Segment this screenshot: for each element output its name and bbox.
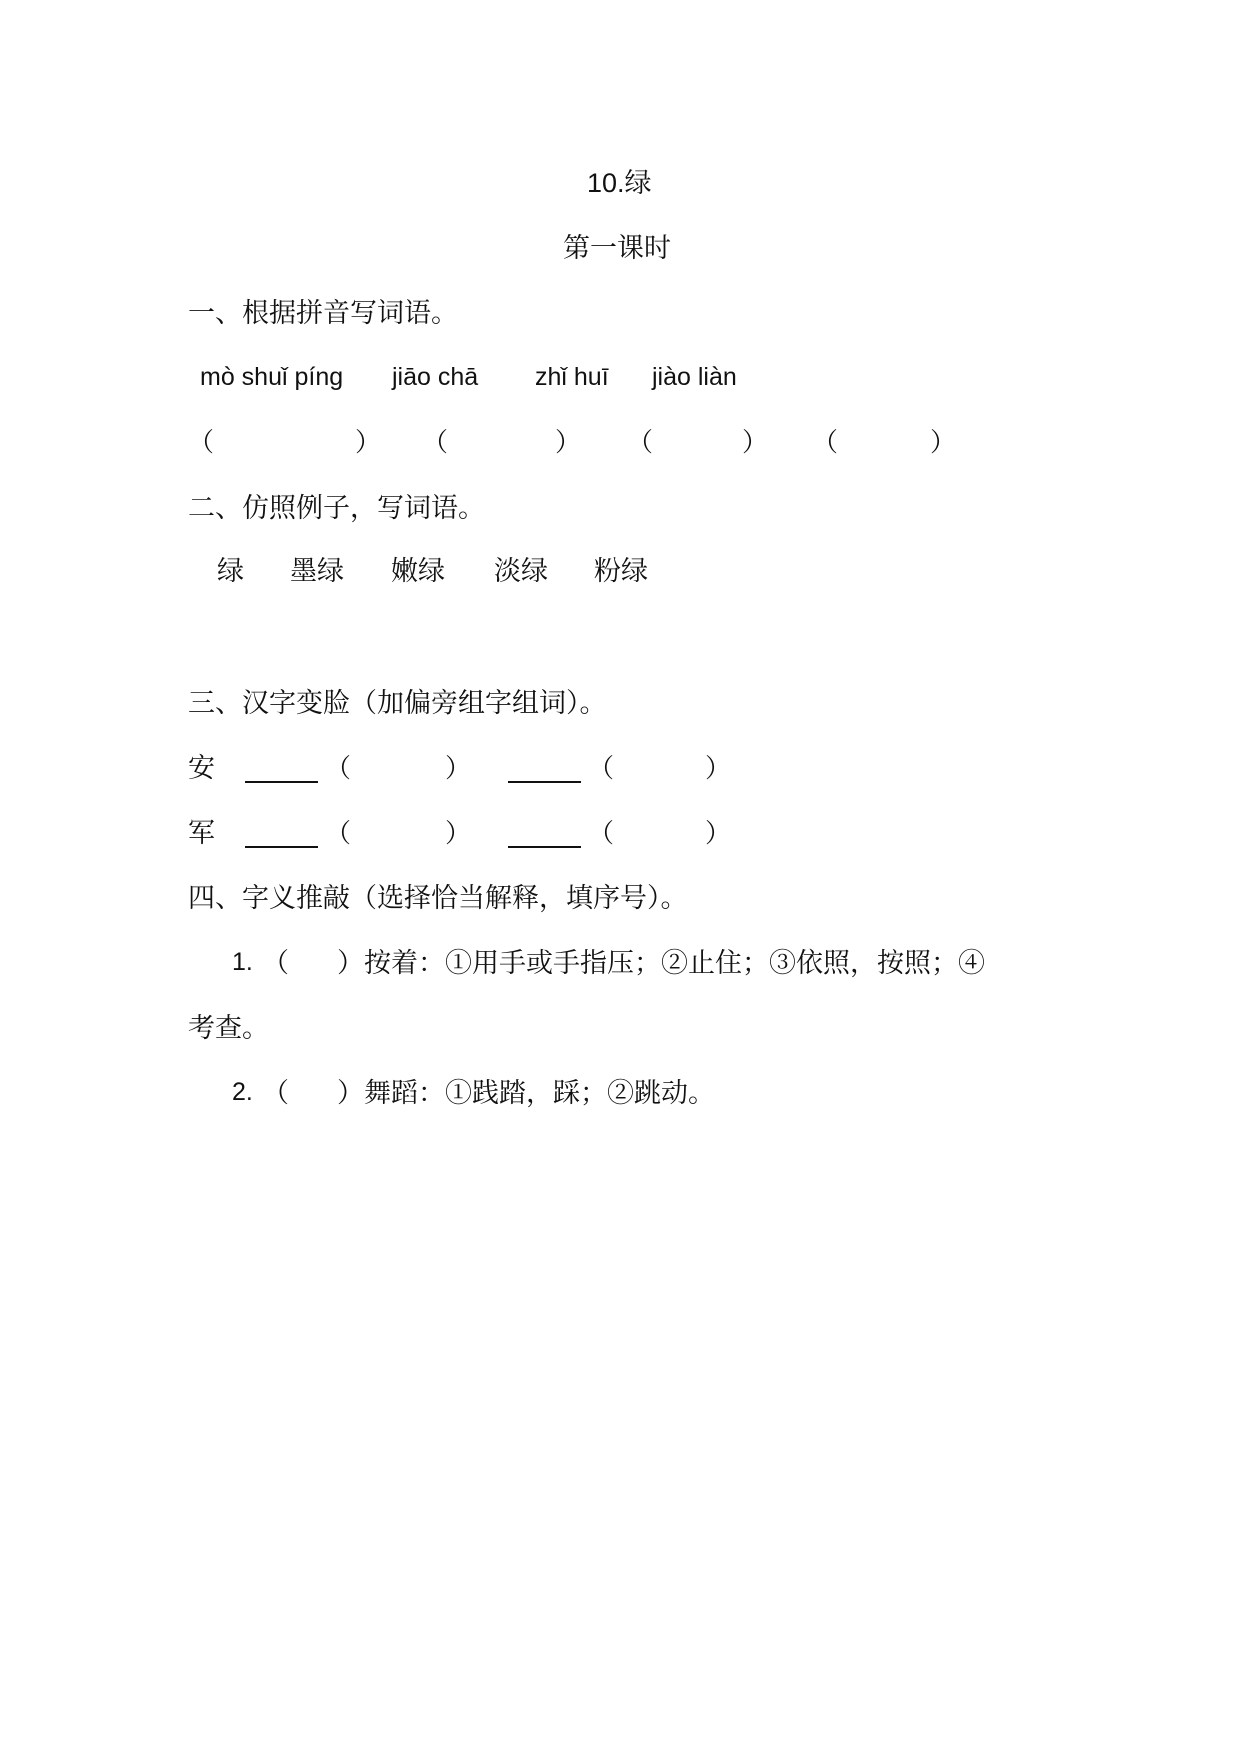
paren-an-1-close: ） (445, 754, 472, 784)
blank-an-1[interactable] (245, 781, 318, 783)
question1-continuation: 考查。 (188, 1013, 269, 1044)
paren-jun-2-open[interactable]: （ (588, 819, 615, 849)
answer-paren-2-close: ） (555, 428, 582, 458)
question1-text: ）按着：①用手或手指压；②止住；③依照，按照；④ (337, 948, 985, 979)
answer-paren-1-close: ） (355, 428, 382, 458)
example-word-1: 绿 (217, 556, 244, 587)
answer-paren-3-open[interactable]: （ (627, 428, 654, 458)
answer-paren-4-open[interactable]: （ (812, 428, 839, 458)
pinyin-4: jiào liàn (652, 363, 737, 391)
question1-number: 1. (232, 948, 253, 976)
page-title: 10.绿 (587, 168, 652, 198)
section4-heading: 四、字义推敲（选择恰当解释，填序号）。 (188, 883, 688, 914)
section2-heading: 二、仿照例子，写词语。 (188, 493, 485, 524)
example-word-2: 墨绿 (290, 556, 344, 587)
pinyin-1: mò shuǐ píng (200, 363, 344, 391)
paren-jun-2-close: ） (705, 819, 732, 849)
answer-paren-1-open[interactable]: （ (188, 428, 215, 458)
question1-paren-open[interactable]: （ (262, 948, 289, 979)
answer-paren-3-close: ） (742, 428, 769, 458)
example-word-4: 淡绿 (494, 556, 548, 587)
section1-heading: 一、根据拼音写词语。 (188, 298, 458, 329)
question2-number: 2. (232, 1078, 253, 1106)
base-char-an: 安 (188, 753, 215, 784)
page-subtitle: 第一课时 (563, 233, 671, 264)
section3-heading: 三、汉字变脸（加偏旁组字组词）。 (188, 688, 607, 719)
paren-an-1-open[interactable]: （ (325, 754, 352, 784)
base-char-jun: 军 (188, 818, 215, 849)
example-word-5: 粉绿 (594, 556, 648, 587)
blank-jun-1[interactable] (245, 846, 318, 848)
question2-text: ）舞蹈：①践踏，踩；②跳动。 (337, 1078, 715, 1109)
example-word-3: 嫩绿 (391, 556, 445, 587)
paren-an-2-open[interactable]: （ (588, 754, 615, 784)
question2-paren-open[interactable]: （ (262, 1078, 289, 1109)
answer-paren-4-close: ） (930, 428, 957, 458)
paren-jun-1-close: ） (445, 819, 472, 849)
paren-an-2-close: ） (705, 754, 732, 784)
blank-an-2[interactable] (508, 781, 581, 783)
blank-jun-2[interactable] (508, 846, 581, 848)
answer-paren-2-open[interactable]: （ (422, 428, 449, 458)
pinyin-2: jiāo chā (392, 363, 479, 391)
pinyin-3: zhǐ huī (535, 363, 609, 391)
paren-jun-1-open[interactable]: （ (325, 819, 352, 849)
